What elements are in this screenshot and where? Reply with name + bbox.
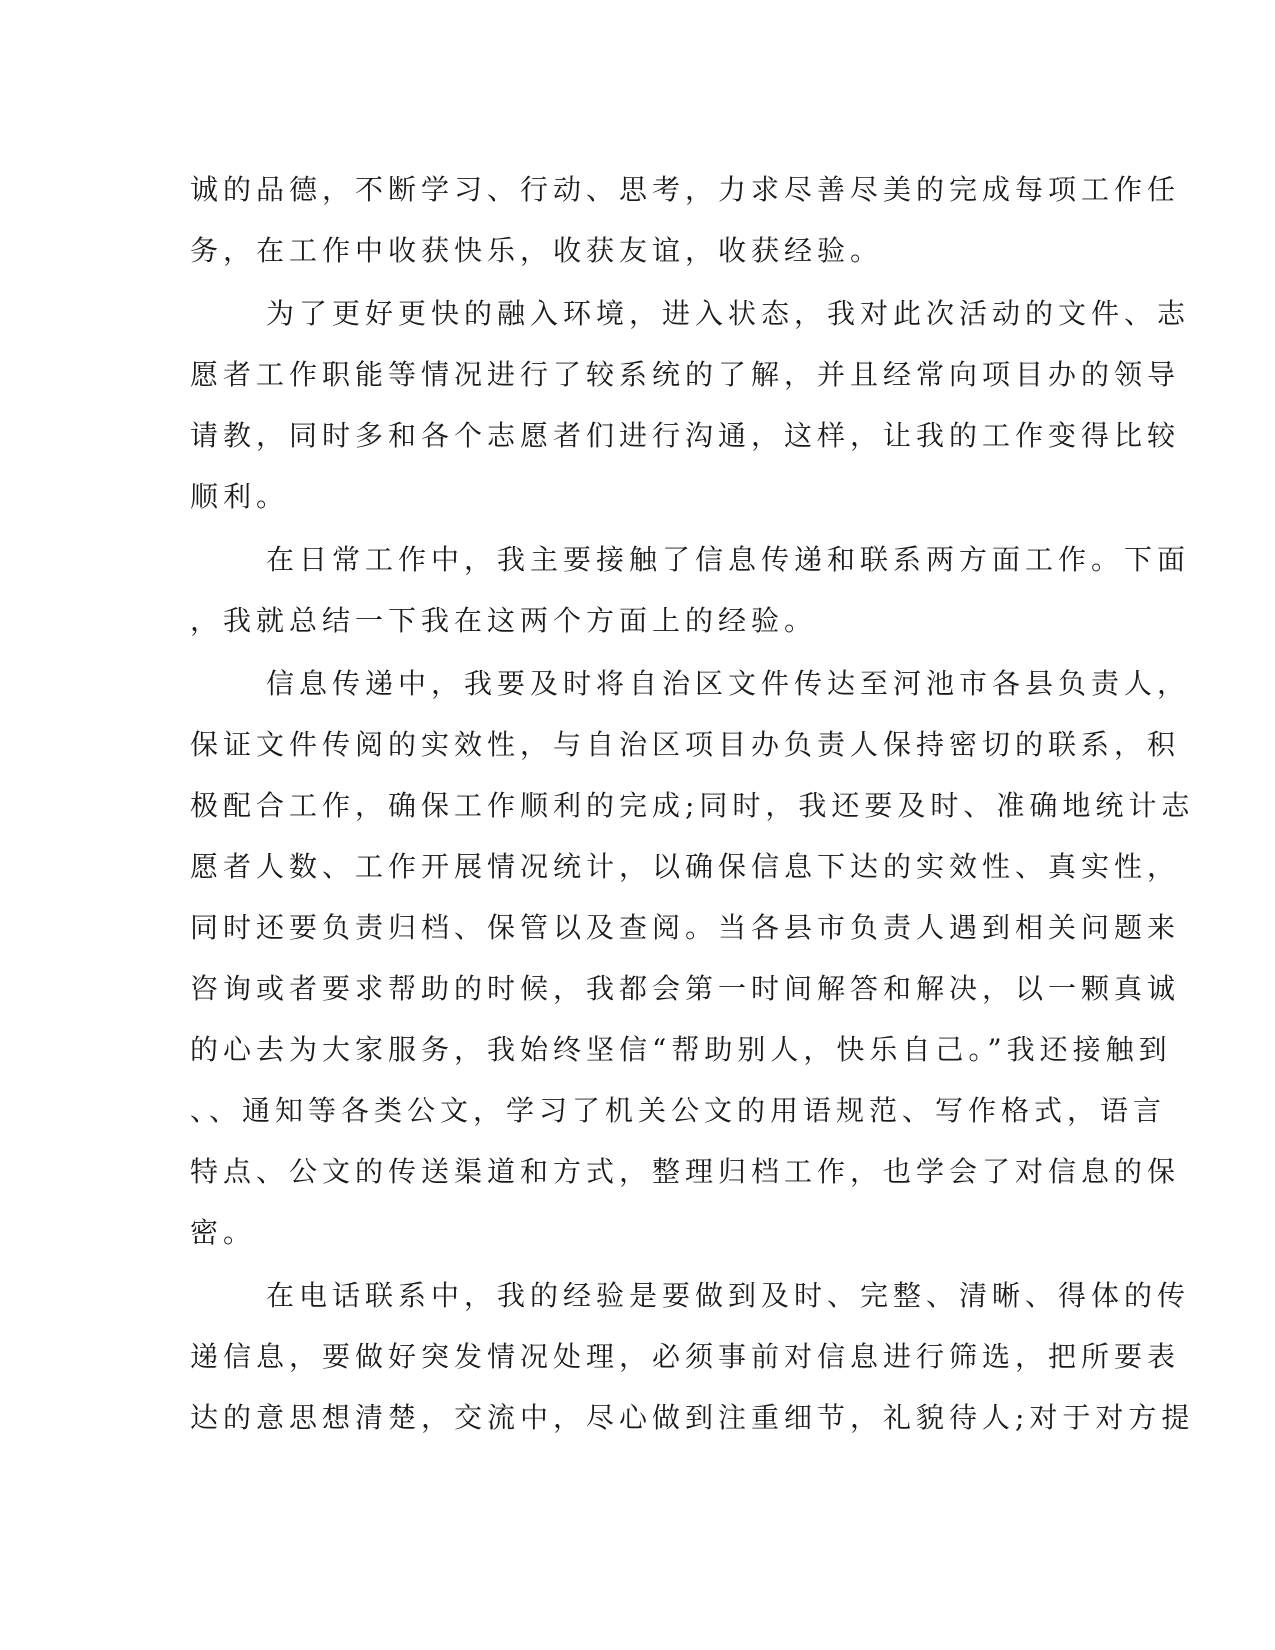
text-line: ，我就总结一下我在这两个方面上的经验。 [190, 604, 818, 637]
text-line: 为了更好更快的融入环境，进入状态，我对此次活动的文件、志 [266, 297, 1191, 330]
text-line: 极配合工作，确保工作顺利的完成;同时，我还要及时、准确地统计志 [190, 789, 1195, 822]
text-line: 信息传递中，我要及时将自治区文件传达至河池市各县负责人， [266, 667, 1191, 700]
text-line: 咨询或者要求帮助的时候，我都会第一时间解答和解决，以一颗真诚 [190, 972, 1181, 1005]
text-line: 诚的品德，不断学习、行动、思考，力求尽善尽美的完成每项工作任 [190, 173, 1181, 206]
text-line: 顺利。 [190, 480, 290, 513]
text-line: 、、通知等各类公文，学习了机关公文的用语规范、写作格式，语言 [190, 1094, 1167, 1127]
text-line: 的心去为大家服务，我始终坚信“帮助别人，快乐自己。”我还接触到 [190, 1033, 1172, 1066]
text-line: 务，在工作中收获快乐，收获友谊，收获经验。 [190, 234, 884, 267]
text-line: 密。 [190, 1216, 257, 1249]
text-line: 愿者工作职能等情况进行了较系统的了解，并且经常向项目办的领导 [190, 358, 1181, 391]
text-line: 同时还要负责归档、保管以及查阅。当各县市负责人遇到相关问题来 [190, 911, 1181, 944]
text-line: 在日常工作中，我主要接触了信息传递和联系两方面工作。下面 [266, 543, 1191, 576]
text-line: 愿者人数、工作开展情况统计，以确保信息下达的实效性、真实性， [190, 850, 1181, 883]
text-line: 递信息，要做好突发情况处理，必须事前对信息进行筛选，把所要表 [190, 1340, 1181, 1373]
text-line: 特点、公文的传送渠道和方式，整理归档工作，也学会了对信息的保 [190, 1155, 1181, 1188]
text-line: 保证文件传阅的实效性，与自治区项目办负责人保持密切的联系，积 [190, 728, 1181, 761]
text-line: 请教，同时多和各个志愿者们进行沟通，这样，让我的工作变得比较 [190, 419, 1181, 452]
text-line: 达的意思想清楚，交流中，尽心做到注重细节，礼貌待人;对于对方提 [190, 1401, 1195, 1434]
document-body [190, 159, 1195, 1448]
text-line: 在电话联系中，我的经验是要做到及时、完整、清晰、得体的传 [266, 1279, 1191, 1312]
